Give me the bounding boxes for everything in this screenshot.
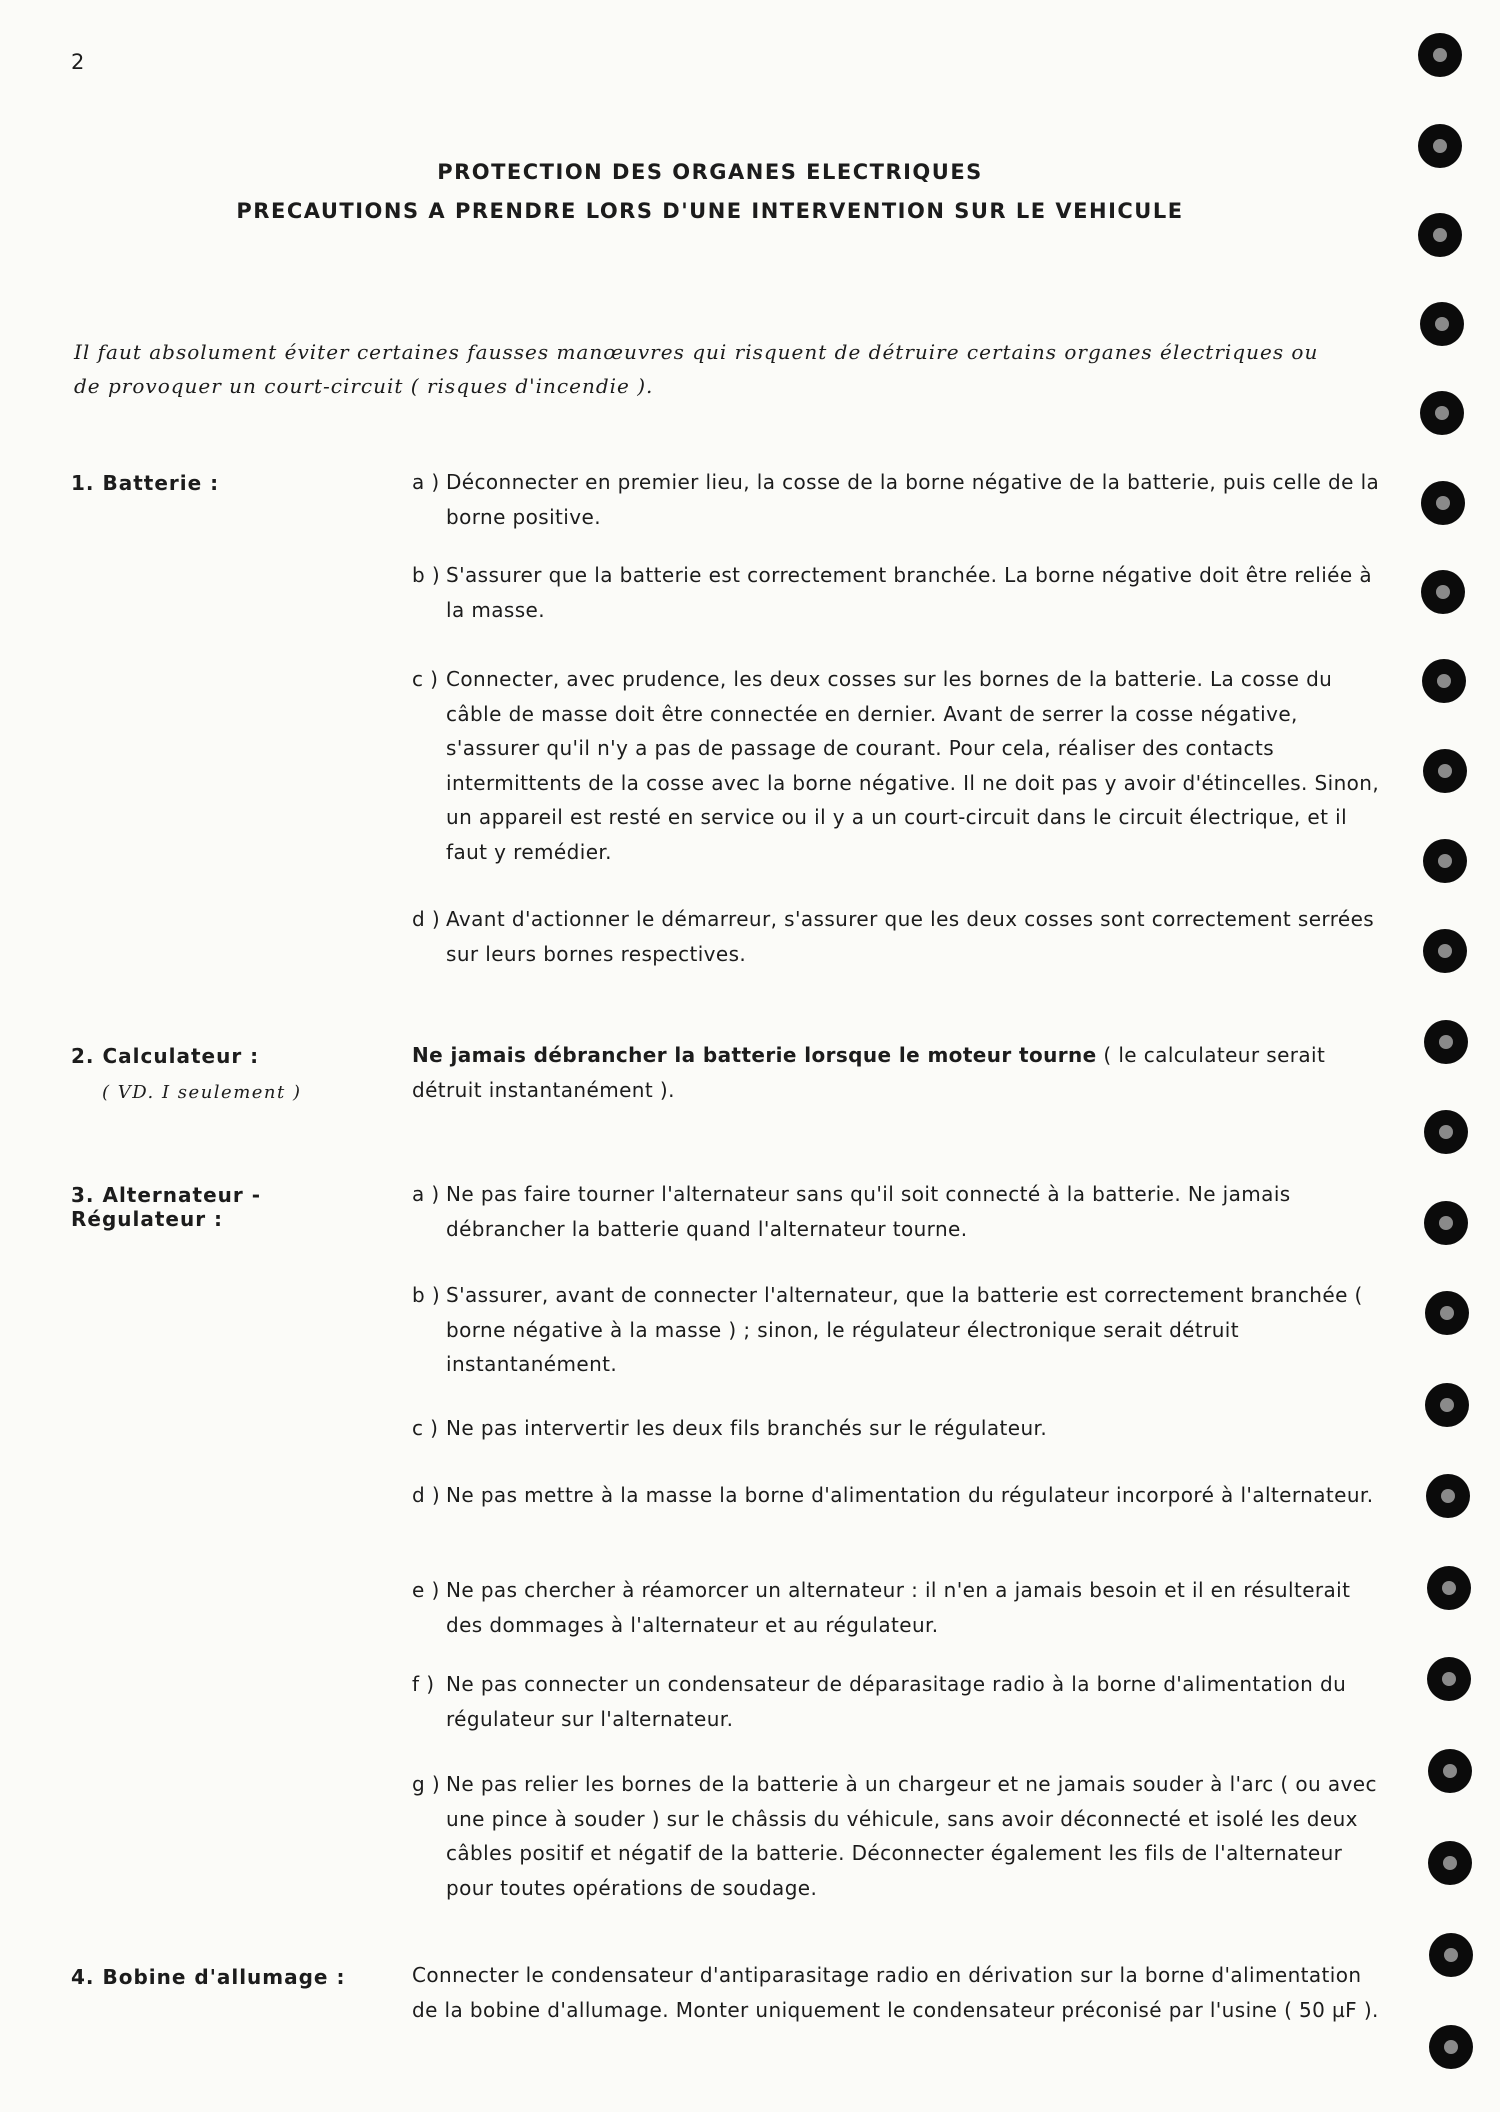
alternateur-item-d — [412, 1478, 1392, 1513]
alternateur-item-g — [412, 1767, 1392, 1905]
item-letter: b ) — [412, 1283, 441, 1307]
item-text: Ne pas relier les bornes de la batterie à un chargeur et ne jamais souder à l'arc ( ou avec une pince à souder ) sur le châssis du véhicule, sans avoir déconnecté et isolé les deux câbles positif et négatif de la batterie. Déconnecter également les fils de l'alternateur pour toutes opérations de soudage. — [446, 1772, 1377, 1900]
item-letter: g ) — [412, 1772, 441, 1796]
binder-hole — [1424, 1110, 1468, 1154]
alternateur-item-b — [412, 1278, 1392, 1382]
binder-hole — [1423, 839, 1467, 883]
item-letter: c ) — [412, 667, 439, 691]
calculateur-text: ( le calculateur serait détruit instantanément ). — [412, 1043, 1326, 1102]
item-letter: e ) — [412, 1578, 440, 1602]
calculateur-warning: Ne jamais débrancher la batterie lorsque le moteur tourne — [412, 1043, 1097, 1067]
item-letter: d ) — [412, 1483, 441, 1507]
binder-hole — [1429, 2025, 1473, 2069]
batterie-item-b — [412, 558, 1392, 627]
item-letter: b ) — [412, 563, 441, 587]
batterie-item-a — [412, 465, 1392, 534]
item-letter: a ) — [412, 1182, 440, 1206]
binder-hole — [1425, 1383, 1469, 1427]
item-text: S'assurer que la batterie est correctement branchée. La borne négative doit être reliée à la masse. — [446, 563, 1373, 622]
intro-paragraph: Il faut absolument éviter certaines fausses manœuvres qui risquent de détruire certains organes électriques ou de provoquer un court-circuit ( risques d'incendie ). — [74, 340, 1319, 398]
binder-hole — [1423, 749, 1467, 793]
item-text: Avant d'actionner le démarreur, s'assurer que les deux cosses sont correctement serrées sur leurs bornes respectives. — [446, 907, 1375, 966]
alternateur-item-c — [412, 1411, 1392, 1446]
batterie-item-d — [412, 902, 1392, 971]
section-label-bobine: 4. Bobine d'allumage : — [71, 1965, 346, 1989]
binder-hole — [1429, 1933, 1473, 1977]
binder-hole — [1421, 570, 1465, 614]
batterie-item-c — [412, 662, 1392, 869]
binder-hole — [1428, 1749, 1472, 1793]
item-letter: a ) — [412, 470, 440, 494]
binder-hole — [1424, 1020, 1468, 1064]
item-text: Déconnecter en premier lieu, la cosse de la borne négative de la batterie, puis celle de la borne positive. — [446, 470, 1380, 529]
binder-hole — [1421, 481, 1465, 525]
alternateur-item-a — [412, 1177, 1392, 1246]
section-label-batterie: 1. Batterie : — [71, 471, 220, 495]
calculateur-paragraph — [412, 1038, 1392, 1107]
item-letter: f ) — [412, 1672, 435, 1696]
bobine-paragraph: Connecter le condensateur d'antiparasitage radio en dérivation sur la borne d'alimentation de la bobine d'allumage. Monter uniquement le condensateur préconisé par l'usine ( 50 µF ). — [412, 1963, 1379, 2022]
item-letter: d ) — [412, 907, 441, 931]
item-text: Ne pas faire tourner l'alternateur sans qu'il soit connecté à la batterie. Ne jamais débrancher la batterie quand l'alternateur tourne. — [446, 1182, 1291, 1241]
binder-hole — [1427, 1566, 1471, 1610]
alternateur-item-e — [412, 1573, 1392, 1642]
binder-hole — [1418, 33, 1462, 77]
binder-hole — [1418, 124, 1462, 168]
binder-hole — [1428, 1841, 1472, 1885]
binder-hole — [1420, 391, 1464, 435]
item-text: Ne pas connecter un condensateur de déparasitage radio à la borne d'alimentation du régulateur sur l'alternateur. — [446, 1672, 1347, 1731]
item-text: Ne pas chercher à réamorcer un alternateur : il n'en a jamais besoin et il en résulterait des dommages à l'alternateur et au régulateur. — [446, 1578, 1351, 1637]
binder-hole — [1427, 1657, 1471, 1701]
alternateur-item-f — [412, 1667, 1392, 1736]
binder-hole — [1420, 302, 1464, 346]
item-text: Ne pas intervertir les deux fils branchés sur le régulateur. — [446, 1416, 1048, 1440]
item-letter: c ) — [412, 1416, 439, 1440]
binder-hole — [1425, 1291, 1469, 1335]
section-label-alternateur: 3. Alternateur - Régulateur : — [71, 1183, 262, 1231]
item-text: Connecter, avec prudence, les deux cosses sur les bornes de la batterie. La cosse du câble de masse doit être connectée en dernier. Avant de serrer la cosse négative, s'assurer qu'il n'y a pas de passage de courant. Pour cela, réaliser des contacts intermittents de la cosse avec la borne négative. Il ne doit pas y avoir d'étincelles. Sinon, un appareil est resté en service ou il y a un court-circuit dans le circuit électrique, et il faut y remédier. — [446, 667, 1380, 864]
section-sublabel-calculateur: ( VD. I seulement ) — [102, 1082, 302, 1103]
binder-hole — [1418, 213, 1462, 257]
page-number: 2 — [71, 50, 85, 74]
binder-hole — [1426, 1474, 1470, 1518]
item-text: S'assurer, avant de connecter l'alternateur, que la batterie est correctement branchée ( borne négative à la masse ) ; sinon, le régulateur électronique serait détruit instantanément. — [446, 1283, 1363, 1376]
section-label-calculateur: 2. Calculateur : — [71, 1044, 260, 1068]
item-text: Ne pas mettre à la masse la borne d'alimentation du régulateur incorporé à l'alternateur. — [446, 1483, 1374, 1507]
page-subtitle: PRECAUTIONS A PRENDRE LORS D'UNE INTERVENTION SUR LE VEHICULE — [236, 199, 1184, 223]
binder-hole — [1424, 1201, 1468, 1245]
binder-hole — [1422, 659, 1466, 703]
binder-hole — [1423, 929, 1467, 973]
page-title: PROTECTION DES ORGANES ELECTRIQUES — [437, 160, 983, 184]
